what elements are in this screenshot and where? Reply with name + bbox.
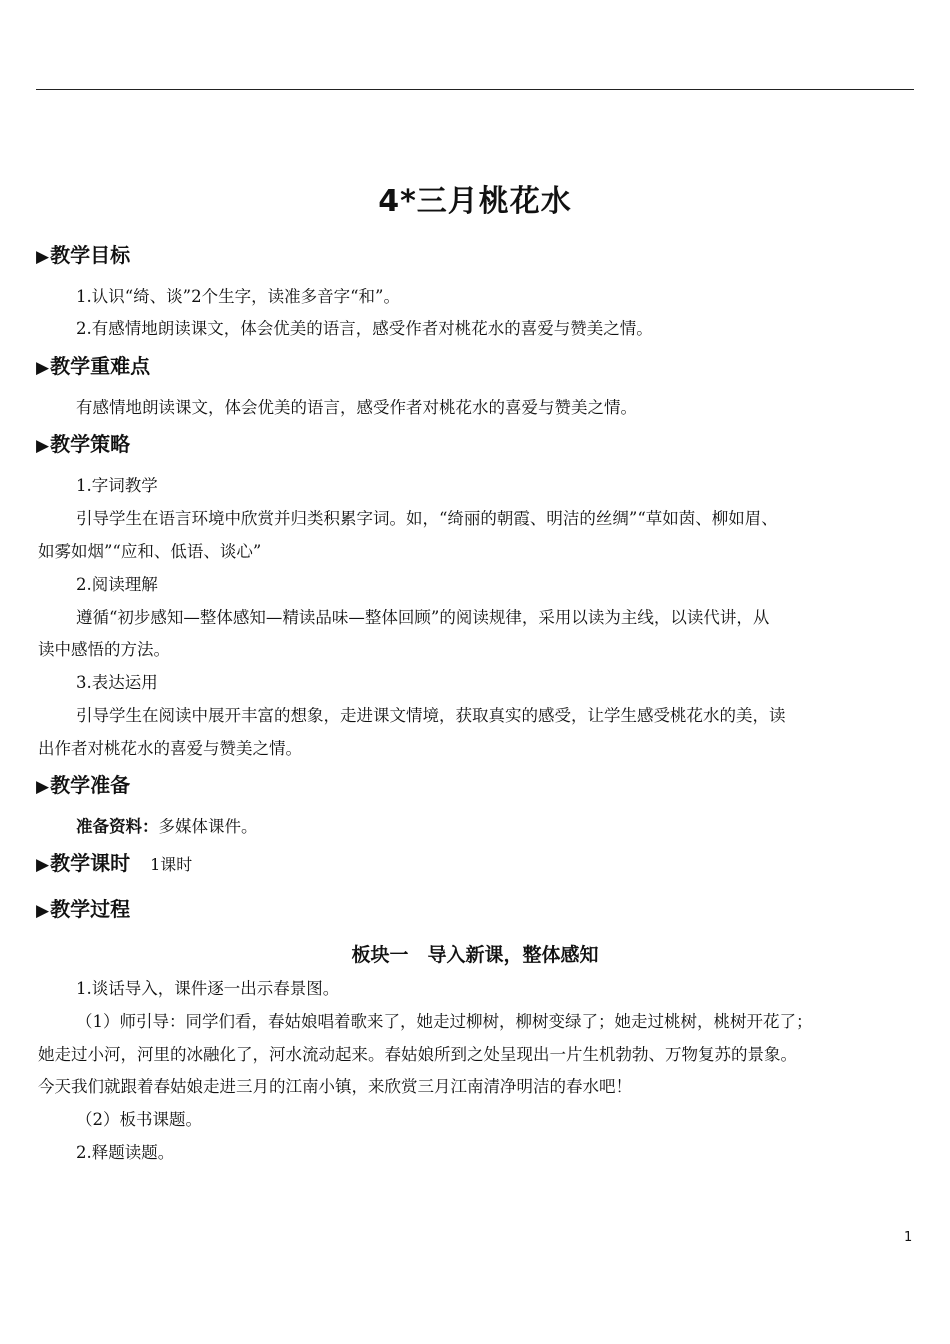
process-text: （1）师引导：同学们看，春姑娘唱着歌来了，她走过柳树，柳树变绿了；她走过桃树，桃树开花了； xyxy=(76,1012,813,1031)
block-title: 板块一 导入新课，整体感知 xyxy=(351,944,599,966)
process-text: （2）板书课题。 xyxy=(76,1110,202,1129)
strategy-subtitle: 3.表达运用 xyxy=(76,673,158,692)
heading-hours: ▶教学课时 1课时 xyxy=(36,851,193,875)
hours-value: 1课时 xyxy=(150,855,193,874)
heading-goals: ▶教学目标 xyxy=(36,243,131,267)
strategy-text: 读中感悟的方法。 xyxy=(38,640,170,659)
process-text: 1.谈话导入，课件逐一出示春景图。 xyxy=(76,979,340,998)
strategy-text: 引导学生在阅读中展开丰富的想象，走进课文情境，获取真实的感受，让学生感受桃花水的美，读 xyxy=(76,706,786,725)
bullet-icon: ▶ xyxy=(36,247,50,267)
bullet-icon: ▶ xyxy=(36,855,50,875)
bullet-icon: ▶ xyxy=(36,777,50,797)
process-text: 她走过小河，河里的冰融化了，河水流动起来。春姑娘所到之处呈现出一片生机勃勃、万物复苏的景象。 xyxy=(38,1045,797,1064)
bullet-icon: ▶ xyxy=(36,358,50,378)
strategy-subtitle: 1.字词教学 xyxy=(76,476,158,495)
goal-item: 2.有感情地朗读课文，体会优美的语言，感受作者对桃花水的喜爱与赞美之情。 xyxy=(76,319,653,338)
bullet-icon: ▶ xyxy=(36,436,50,456)
keypoints-text: 有感情地朗读课文，体会优美的语言，感受作者对桃花水的喜爱与赞美之情。 xyxy=(76,398,637,417)
strategy-subtitle: 2.阅读理解 xyxy=(76,575,158,594)
goal-item: 1.认识“绮、谈”2个生字，读准多音字“和”。 xyxy=(76,287,400,306)
strategy-text: 如雾如烟”“应和、低语、谈心” xyxy=(38,542,262,561)
strategy-text: 引导学生在语言环境中欣赏并归类积累字词。如，“绮丽的朝霞、明洁的丝绸”“草如茵、柳如眉、 xyxy=(76,509,778,528)
heading-prep: ▶教学准备 xyxy=(36,773,131,797)
heading-strategy: ▶教学策略 xyxy=(36,432,131,456)
bullet-icon: ▶ xyxy=(36,901,50,921)
process-text: 2.释题读题。 xyxy=(76,1143,175,1162)
heading-process: ▶教学过程 xyxy=(36,897,131,921)
heading-keypoints: ▶教学重难点 xyxy=(36,354,151,378)
prep-line xyxy=(76,816,258,838)
prep-label: 准备资料： xyxy=(76,817,159,836)
page-number: 1 xyxy=(904,1230,913,1245)
prep-text: 多媒体课件。 xyxy=(158,817,258,836)
process-text: 今天我们就跟着春姑娘走进三月的江南小镇，来欣赏三月江南清净明洁的春水吧！ xyxy=(38,1077,632,1096)
page-title: 4*三月桃花水 xyxy=(378,184,572,219)
strategy-text: 遵循“初步感知—整体感知—精读品味—整体回顾”的阅读规律，采用以读为主线，以读代讲，从 xyxy=(76,608,770,627)
header-rule xyxy=(36,89,914,90)
strategy-text: 出作者对桃花水的喜爱与赞美之情。 xyxy=(38,739,302,758)
